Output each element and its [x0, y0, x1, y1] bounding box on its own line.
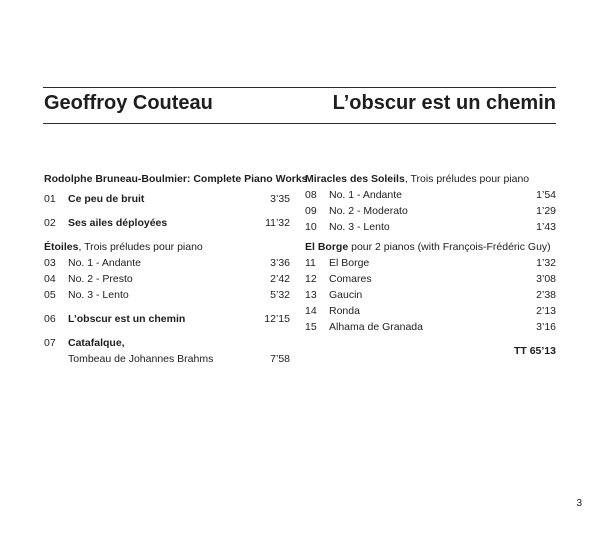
track-duration: 1’43: [536, 221, 556, 233]
track-title: No. 3 - Lento: [68, 289, 129, 301]
track-title: Ce peu de bruit: [68, 193, 145, 205]
track-title: No. 3 - Lento: [329, 221, 390, 233]
track-number: 11: [305, 257, 316, 269]
tracklist-left-column: [44, 171, 308, 367]
track-duration: 1’32: [536, 257, 556, 269]
track-row: [44, 335, 290, 351]
track-duration: 3’36: [270, 257, 290, 269]
tracklist-right-column: [305, 171, 556, 359]
track-duration: 11’32: [265, 217, 290, 229]
track-duration: 3’35: [270, 193, 290, 205]
album-title: L’obscur est un chemin: [332, 92, 556, 114]
header-top-rule: [43, 87, 556, 88]
track-number: 12: [305, 273, 317, 285]
track-row: [44, 191, 290, 207]
work-heading-borge: [305, 239, 556, 255]
track-duration: 2’38: [536, 289, 556, 301]
track-row: [305, 187, 556, 203]
track-number: 07: [44, 337, 56, 349]
track-title: El Borge: [329, 257, 370, 269]
track-title: L’obscur est un chemin: [68, 313, 186, 325]
track-row: [305, 255, 556, 271]
track-title: Comares: [329, 273, 372, 285]
track-duration: 3’08: [536, 273, 556, 285]
work-title: El Borge: [305, 241, 349, 253]
work-title: Miracles des Soleils: [305, 173, 405, 185]
track-row: [44, 287, 290, 303]
work-heading-etoiles: [44, 239, 290, 255]
work-subtitle: , Trois préludes pour piano: [404, 173, 530, 185]
track-title: Catafalque,: [68, 337, 125, 349]
track-number: 04: [44, 273, 56, 285]
track-title: No. 1 - Andante: [68, 257, 141, 269]
work-title: Étoiles: [44, 241, 79, 253]
track-row-continuation: [44, 351, 290, 367]
track-title: Ses ailes déployées: [68, 217, 168, 229]
work-subtitle: , Trois préludes pour piano: [78, 241, 203, 253]
track-title: Gaucin: [329, 289, 363, 301]
track-title: No. 2 - Presto: [68, 273, 133, 285]
track-duration: 7’58: [270, 353, 290, 365]
page-number: 3: [576, 498, 582, 509]
track-number: 02: [44, 217, 56, 229]
track-row: [305, 219, 556, 235]
track-row: [305, 319, 556, 335]
track-duration: 12’15: [264, 313, 290, 325]
artist-name: Geoffroy Couteau: [44, 92, 213, 114]
track-number: 08: [305, 189, 317, 201]
track-duration: 3’16: [536, 321, 556, 333]
track-number: 03: [44, 257, 56, 269]
work-subtitle: pour 2 pianos (with François-Frédéric Guy): [348, 241, 551, 253]
track-row: [44, 271, 290, 287]
work-heading-miracles: [305, 171, 556, 187]
track-duration: 1’29: [536, 205, 556, 217]
track-title: Alhama de Granada: [329, 321, 423, 333]
total-time: TT 65’13: [513, 345, 556, 357]
track-title: No. 1 - Andante: [329, 189, 402, 201]
track-title: No. 2 - Moderato: [329, 205, 408, 217]
track-number: 13: [305, 289, 317, 301]
track-number: 14: [305, 305, 317, 317]
track-subtitle: Tombeau de Johannes Brahms: [68, 353, 214, 365]
track-duration: 2’42: [270, 273, 290, 285]
track-number: 06: [44, 313, 56, 325]
track-duration: 5’32: [270, 289, 290, 301]
track-row: [305, 303, 556, 319]
track-row: [44, 215, 290, 231]
track-number: 09: [305, 205, 317, 217]
track-row: [305, 203, 556, 219]
track-number: 05: [44, 289, 56, 301]
track-title: Ronda: [329, 305, 360, 317]
track-duration: 1’54: [536, 189, 556, 201]
track-duration: 2’13: [536, 305, 556, 317]
header-bottom-rule: [43, 123, 556, 124]
track-row: [305, 287, 556, 303]
track-row: [44, 255, 290, 271]
track-number: 01: [44, 193, 56, 205]
track-row: [305, 271, 556, 287]
track-row: [44, 311, 290, 327]
composer-heading: Rodolphe Bruneau-Boulmier: Complete Piano Works: [44, 173, 308, 185]
track-number: 10: [305, 221, 317, 233]
track-number: 15: [305, 321, 317, 333]
